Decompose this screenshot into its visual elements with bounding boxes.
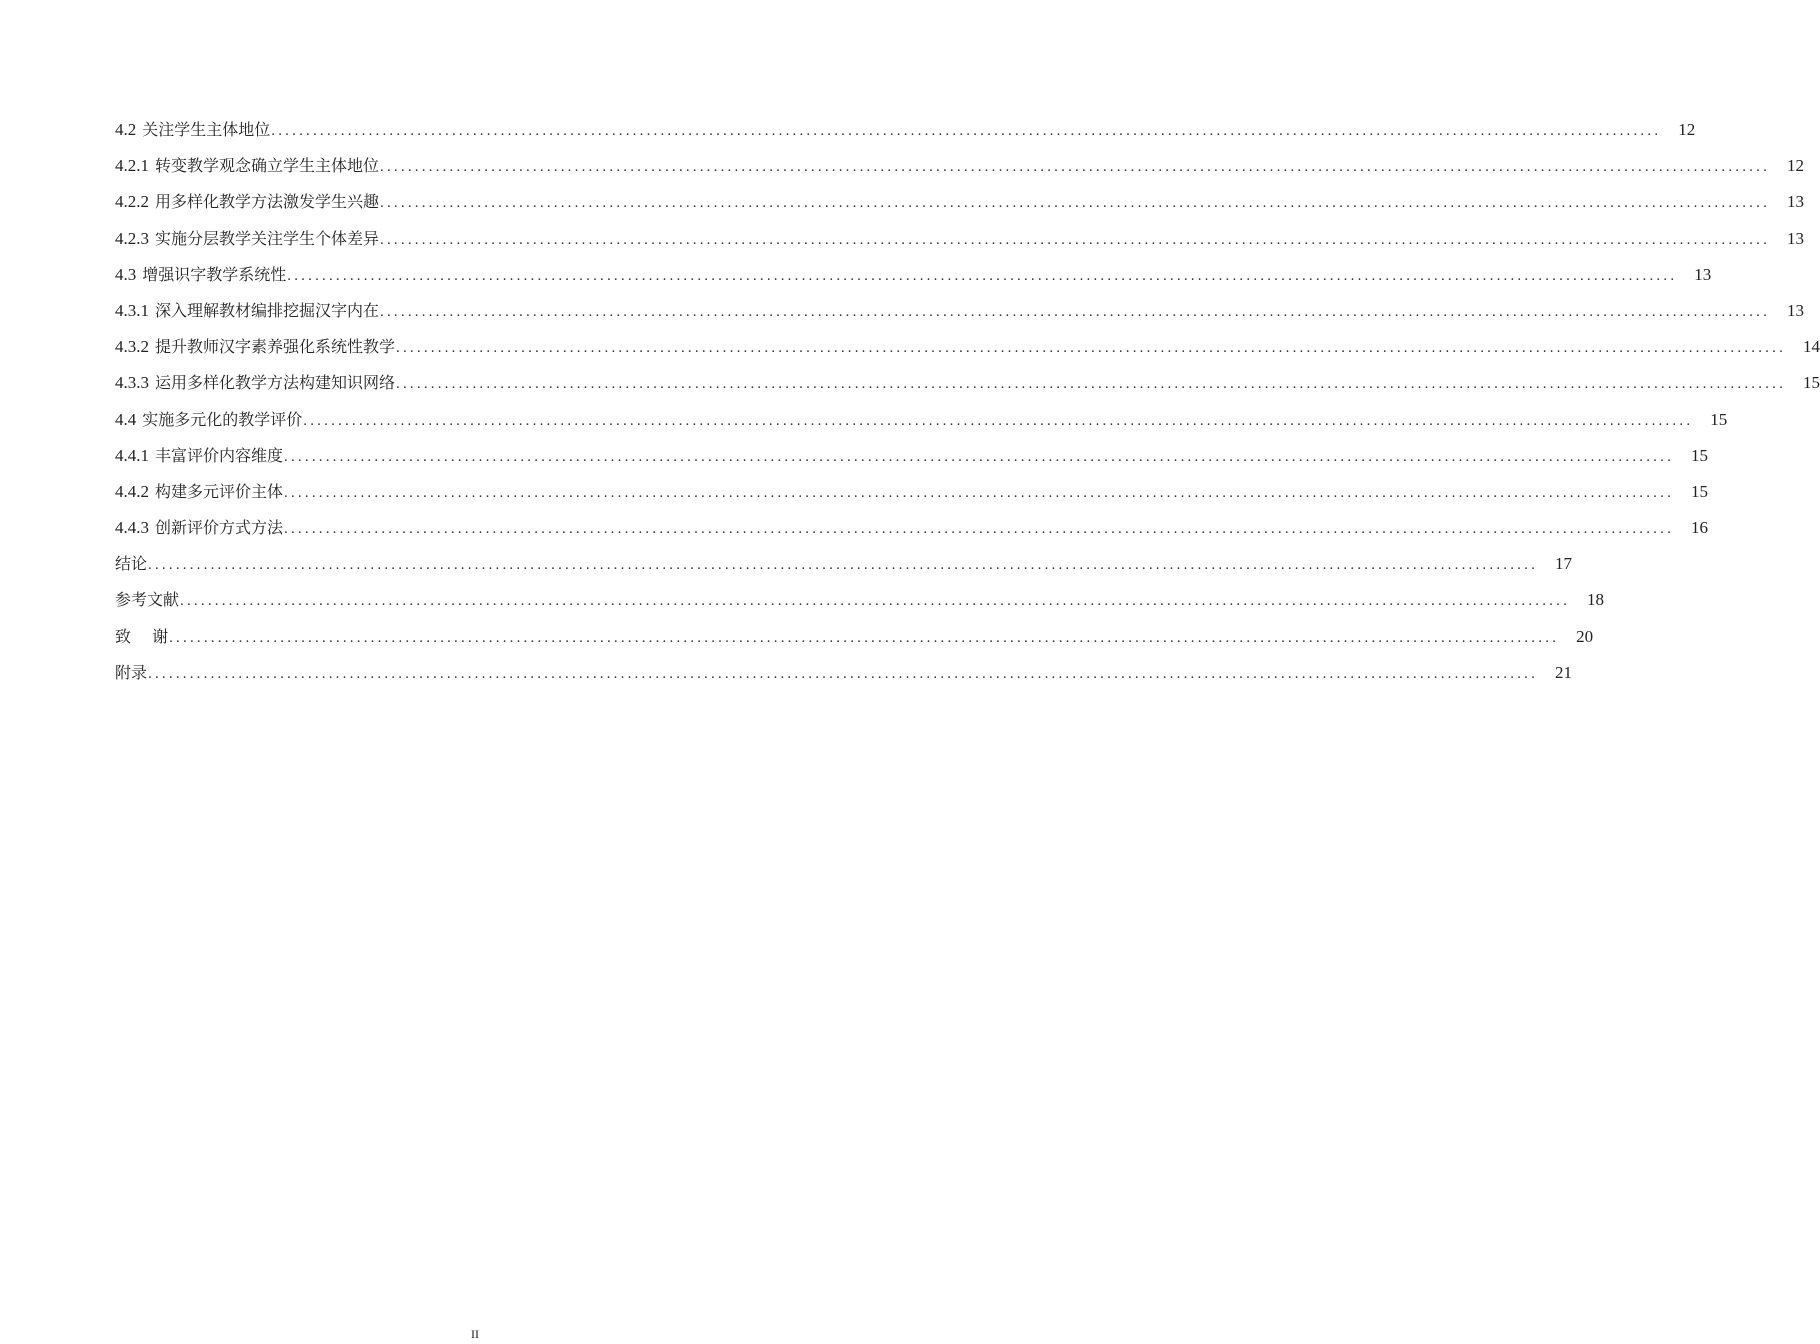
toc-leader-dots: ........................................................................................................................................................................................................	[396, 376, 1787, 393]
toc-entry-number: 4.4	[115, 409, 137, 429]
toc-entry-page: 15	[1803, 373, 1820, 393]
toc-leader-dots: ........................................................................................................................................................................................................	[271, 123, 1662, 139]
toc-entry-page: 13	[1787, 300, 1805, 320]
toc-leader-dots: ........................................................................................................................................................................................................	[380, 195, 1771, 212]
toc-leader-dots: ........................................................................................................................................................................................................	[180, 593, 1571, 610]
toc-entry-title: 参考文献	[115, 590, 180, 610]
toc-entry-page: 13	[1787, 192, 1805, 212]
toc-entry-number: 4.4.1	[115, 445, 149, 465]
toc-entry-number: 4.3	[115, 264, 137, 284]
toc-entry[interactable]	[115, 335, 1820, 371]
toc-entry-title: 创新评价方式方法	[155, 518, 284, 538]
toc-entry-title: 转变教学观念确立学生主体地位	[155, 156, 380, 176]
toc-entry-number: 4.2	[115, 120, 137, 139]
toc-entry-page: 15	[1691, 445, 1709, 465]
toc-entry-page: 15	[1710, 409, 1728, 429]
toc-entry-title: 增强识字教学系统性	[142, 264, 287, 284]
toc-entry-number: 4.4.2	[115, 481, 149, 501]
toc-entry[interactable]	[115, 480, 1709, 516]
toc-entry[interactable]	[115, 661, 1573, 697]
toc-entry-title: 致 谢	[115, 626, 169, 646]
toc-entry-number: 4.2.2	[115, 192, 149, 212]
toc-leader-dots: ........................................................................................................................................................................................................	[396, 340, 1787, 357]
toc-leader-dots: ........................................................................................................................................................................................................	[303, 412, 1694, 429]
toc-leader-dots: ........................................................................................................................................................................................................	[148, 665, 1539, 682]
toc-entry-title: 附录	[115, 662, 148, 682]
toc-entry-title: 实施多元化的教学评价	[142, 409, 303, 429]
toc-entry-title: 关注学生主体地位	[142, 120, 271, 139]
page-number-footer: II	[471, 1327, 479, 1341]
table-of-contents	[115, 118, 1820, 697]
toc-entry[interactable]	[115, 371, 1820, 407]
toc-entry-page: 15	[1691, 481, 1709, 501]
toc-entry-title: 结论	[115, 554, 148, 574]
toc-leader-dots: ........................................................................................................................................................................................................	[287, 267, 1678, 284]
toc-entry-title: 运用多样化教学方法构建知识网络	[155, 373, 396, 393]
toc-entry-page: 12	[1787, 156, 1805, 176]
toc-entry[interactable]	[115, 299, 1805, 335]
toc-entry[interactable]	[115, 625, 1594, 661]
toc-entry-number: 4.3.2	[115, 337, 149, 357]
toc-entry[interactable]	[115, 516, 1709, 552]
toc-entry[interactable]	[115, 227, 1805, 263]
toc-entry-title: 提升教师汉字素养强化系统性教学	[155, 337, 396, 357]
toc-entry-title: 丰富评价内容维度	[155, 445, 284, 465]
toc-entry-number: 4.3.1	[115, 300, 149, 320]
toc-entry-title: 构建多元评价主体	[155, 481, 284, 501]
toc-leader-dots: ........................................................................................................................................................................................................	[284, 484, 1675, 501]
toc-entry-number: 4.2.1	[115, 156, 149, 176]
toc-entry-number: 4.4.3	[115, 518, 149, 538]
toc-entry[interactable]	[115, 263, 1712, 299]
toc-entry-title: 深入理解教材编排挖掘汉字内在	[155, 300, 380, 320]
toc-entry-page: 18	[1587, 590, 1605, 610]
toc-leader-dots: ........................................................................................................................................................................................................	[380, 303, 1771, 320]
toc-entry-page: 20	[1576, 626, 1594, 646]
toc-entry[interactable]	[115, 154, 1805, 190]
toc-leader-dots: ........................................................................................................................................................................................................	[284, 521, 1675, 538]
toc-entry-page: 21	[1555, 662, 1573, 682]
toc-entry-page: 17	[1555, 554, 1573, 574]
toc-entry-title: 用多样化教学方法激发学生兴趣	[155, 192, 380, 212]
toc-entry[interactable]	[115, 118, 1696, 154]
toc-entry[interactable]	[115, 552, 1573, 588]
toc-leader-dots: ........................................................................................................................................................................................................	[380, 159, 1771, 176]
toc-entry[interactable]	[115, 408, 1728, 444]
toc-entry-page: 12	[1678, 120, 1696, 139]
toc-entry-number: 4.3.3	[115, 373, 149, 393]
toc-entry-page: 16	[1691, 518, 1709, 538]
toc-entry-page: 13	[1787, 228, 1805, 248]
toc-leader-dots: ........................................................................................................................................................................................................	[284, 448, 1675, 465]
toc-entry-page: 14	[1803, 337, 1820, 357]
toc-entry-page: 13	[1694, 264, 1712, 284]
toc-entry[interactable]	[115, 190, 1805, 226]
toc-entry-number: 4.2.3	[115, 228, 149, 248]
toc-entry[interactable]	[115, 588, 1605, 624]
toc-leader-dots: ........................................................................................................................................................................................................	[148, 557, 1539, 574]
toc-entry[interactable]	[115, 444, 1709, 480]
toc-leader-dots: ........................................................................................................................................................................................................	[169, 629, 1560, 646]
toc-entry-title: 实施分层教学关注学生个体差异	[155, 228, 380, 248]
toc-leader-dots: ........................................................................................................................................................................................................	[380, 231, 1771, 248]
